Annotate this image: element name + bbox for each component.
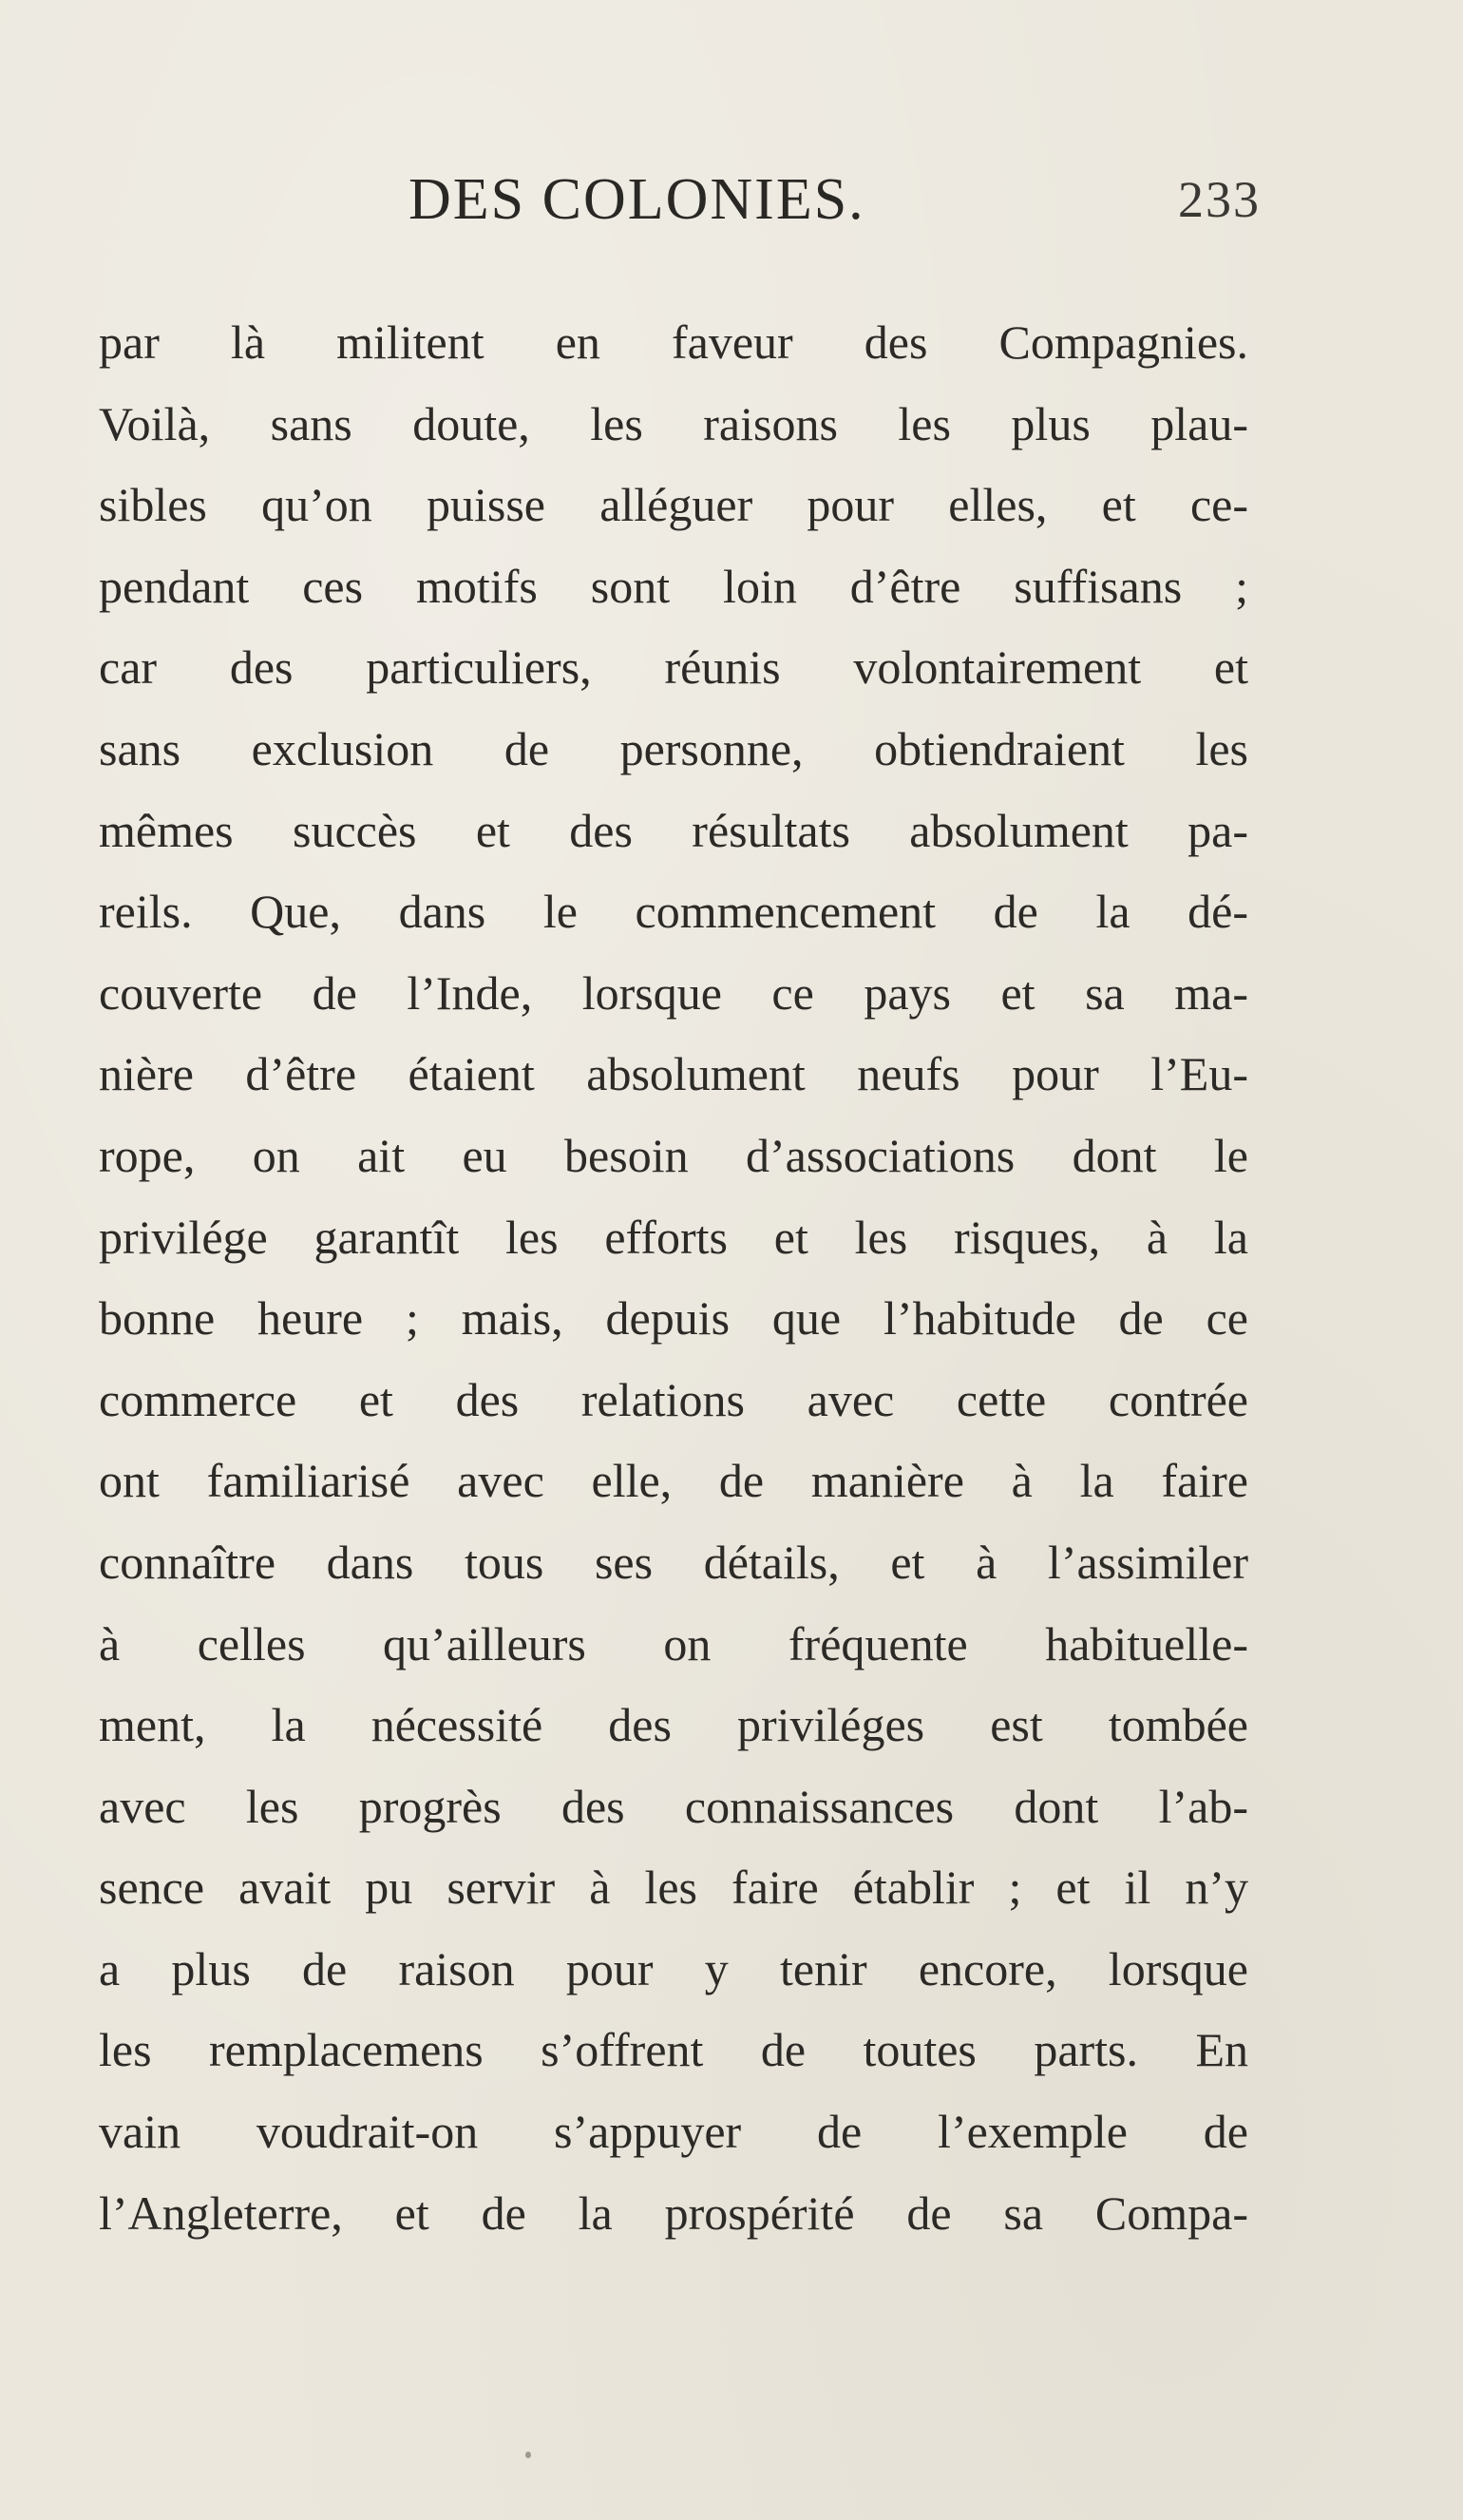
text-line: bonne heure ; mais, depuis que l’habitude de ce: [99, 1291, 1248, 1346]
text-line: car des particuliers, réunis volontairement et: [99, 640, 1248, 695]
text-line: couverte de l’Inde, lorsque ce pays et sa ma-: [99, 965, 1248, 1020]
text-line: commerce et des relations avec cette contrée: [99, 1372, 1248, 1426]
text-line: privilége garantît les efforts et les risques, à la: [99, 1210, 1248, 1264]
text-line: connaître dans tous ses détails, et à l’assimiler: [99, 1535, 1248, 1589]
text-line: l’Angleterre, et de la prospérité de sa Compa-: [99, 2186, 1248, 2240]
text-line: vain voudrait-on s’appuyer de l’exemple de: [99, 2105, 1248, 2159]
text-line: Voilà, sans doute, les raisons les plus plau-: [99, 396, 1248, 450]
text-line: par là militent en faveur des Compagnies.: [99, 315, 1248, 369]
text-line: les remplacemens s’offrent de toutes parts. En: [99, 2023, 1248, 2077]
text-line: a plus de raison pour y tenir encore, lorsque: [99, 1941, 1248, 1995]
text-line: reils. Que, dans le commencement de la dé-: [99, 885, 1248, 939]
text-line: ont familiarisé avec elle, de manière à la faire: [99, 1454, 1248, 1508]
body-text: [99, 302, 1248, 2254]
text-line: sibles qu’on puisse alléguer pour elles, et ce-: [99, 478, 1248, 532]
text-line: ment, la nécessité des priviléges est tombée: [99, 1698, 1248, 1752]
text-line: rope, on ait eu besoin d’associations dont le: [99, 1128, 1248, 1182]
text-line: sence avait pu servir à les faire établir ; et il n’y: [99, 1861, 1248, 1915]
paper-speck: [525, 2452, 531, 2458]
text-line: nière d’être étaient absolument neufs pour l’Eu-: [99, 1047, 1248, 1101]
running-head: [0, 162, 1463, 238]
text-line: avec les progrès des connaissances dont l’ab-: [99, 1779, 1248, 1833]
text-line: à celles qu’ailleurs on fréquente habituelle-: [99, 1616, 1248, 1670]
text-line: sans exclusion de personne, obtiendraient les: [99, 721, 1248, 775]
running-title: DES COLONIES.: [408, 167, 865, 232]
text-line: mêmes succès et des résultats absolument pa-: [99, 803, 1248, 857]
text-line: pendant ces motifs sont loin d’être suffisans ;: [99, 559, 1248, 613]
page-number: 233: [1178, 171, 1261, 228]
